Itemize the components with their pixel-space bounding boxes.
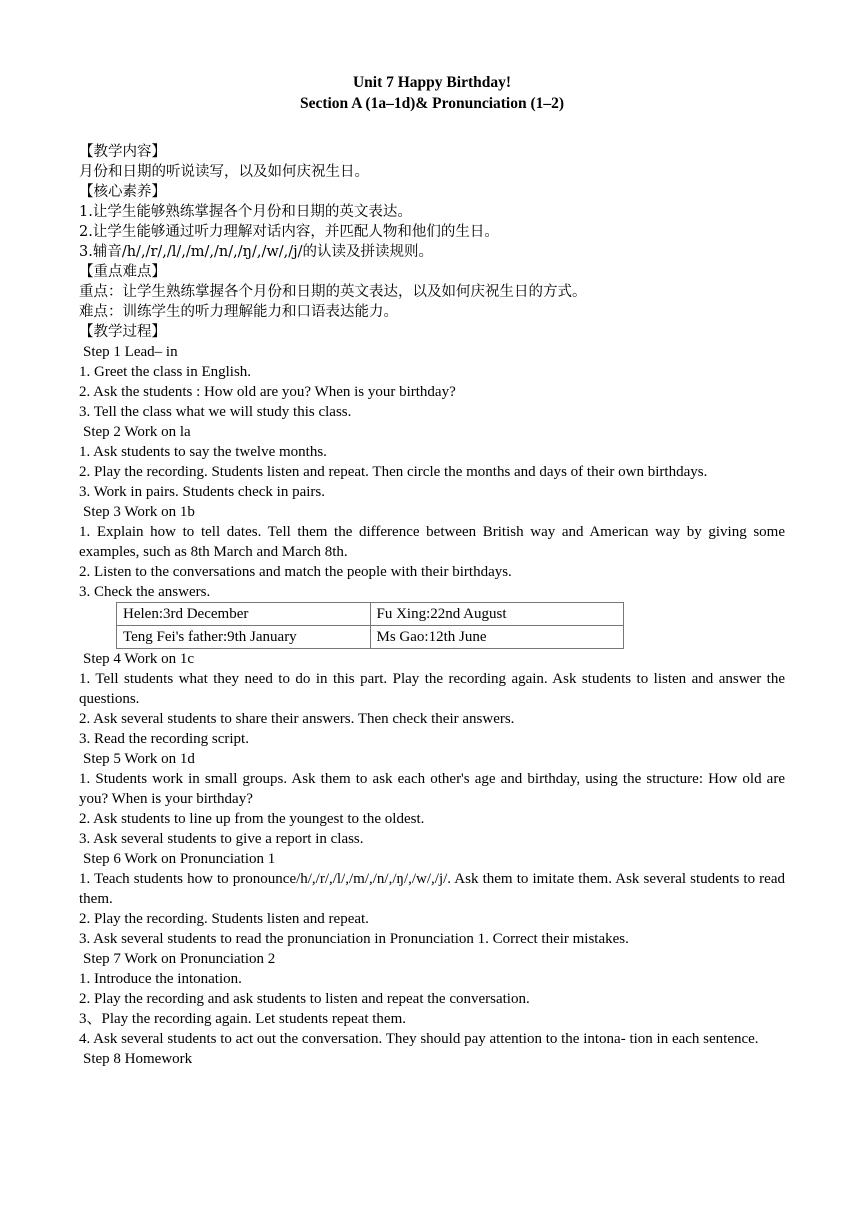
table-cell: Ms Gao:12th June bbox=[370, 626, 624, 649]
step-item: 2. Play the recording. Students listen and repeat. Then circle the months and days of their own birthdays. bbox=[79, 464, 708, 480]
keypoint-text: 重点：让学生熟练掌握各个月份和日期的英文表达，以及如何庆祝生日的方式。 bbox=[79, 284, 587, 300]
step-item: 4. Ask several students to act out the conversation. They should pay attention to the intona- tion in each sentence. bbox=[79, 1031, 759, 1047]
heading-literacy: 【核心素养】 bbox=[79, 184, 166, 200]
step-title: Step 7 Work on Pronunciation 2 bbox=[83, 951, 276, 967]
table-cell: Helen:3rd December bbox=[117, 603, 371, 626]
step-item: 3. Ask several students to read the pronunciation in Pronunciation 1. Correct their mistakes. bbox=[79, 931, 629, 947]
step-item: 1. Ask students to say the twelve months. bbox=[79, 444, 327, 460]
step-title: Step 3 Work on 1b bbox=[83, 504, 195, 520]
table-row bbox=[117, 626, 624, 649]
step-title: Step 5 Work on 1d bbox=[83, 751, 195, 767]
step-title: Step 6 Work on Pronunciation 1 bbox=[83, 851, 276, 867]
step-item: 1. Greet the class in English. bbox=[79, 364, 252, 380]
difficulty-text: 难点：训练学生的听力理解能力和口语表达能力。 bbox=[79, 304, 398, 320]
step-item: 1. Teach students how to pronounce/h/,/r/,/l/,/m/,/n/,/ŋ/,/w/,/j/. Ask them to imitate them. Ask several students to read them. bbox=[79, 871, 785, 907]
literacy-item: 3.辅音/h/,/r/,/l/,/m/,/n/,/ŋ/,/w/,/j/的认读及拼读规则。 bbox=[79, 244, 434, 260]
step-item: 2. Ask students to line up from the youngest to the oldest. bbox=[79, 811, 425, 827]
heading-content: 【教学内容】 bbox=[79, 144, 166, 160]
answers-table bbox=[116, 602, 624, 649]
table-cell: Fu Xing:22nd August bbox=[370, 603, 624, 626]
step-item: 2. Play the recording. Students listen and repeat. bbox=[79, 911, 369, 927]
table-cell: Teng Fei's father:9th January bbox=[117, 626, 371, 649]
step-title: Step 4 Work on 1c bbox=[83, 651, 195, 667]
step-item: 3、Play the recording again. Let students repeat them. bbox=[79, 1011, 406, 1027]
step-item: 1. Explain how to tell dates. Tell them the difference between British way and American way by giving some examples, such as 8th March and March 8th. bbox=[79, 524, 785, 560]
section-title: Section A (1a–1d)& Pronunciation (1–2) bbox=[299, 95, 565, 112]
step-item: 3. Read the recording script. bbox=[79, 731, 249, 747]
heading-keypoints: 【重点难点】 bbox=[79, 264, 166, 280]
step-item: 1. Introduce the intonation. bbox=[79, 971, 242, 987]
step-title: Step 1 Lead– in bbox=[83, 344, 178, 360]
content-text: 月份和日期的听说读写，以及如何庆祝生日。 bbox=[79, 164, 369, 180]
step-item: 2. Listen to the conversations and match the people with their birthdays. bbox=[79, 564, 512, 580]
step-item: 2. Ask the students : How old are you? When is your birthday? bbox=[79, 384, 456, 400]
step-title: Step 2 Work on la bbox=[83, 424, 191, 440]
step-item: 3. Work in pairs. Students check in pairs. bbox=[79, 484, 325, 500]
literacy-item: 2.让学生能够通过听力理解对话内容，并匹配人物和他们的生日。 bbox=[79, 224, 499, 240]
step-item: 2. Ask several students to share their answers. Then check their answers. bbox=[79, 711, 515, 727]
heading-process: 【教学过程】 bbox=[79, 324, 166, 340]
literacy-item: 1.让学生能够熟练掌握各个月份和日期的英文表达。 bbox=[79, 204, 412, 220]
step-item: 3. Tell the class what we will study this class. bbox=[79, 404, 352, 420]
step-item: 1. Students work in small groups. Ask them to ask each other's age and birthday, using the structure: How old are you? When is your birthday? bbox=[79, 771, 785, 807]
step-item: 3. Check the answers. bbox=[79, 584, 211, 600]
step-item: 1. Tell students what they need to do in this part. Play the recording again. Ask students to listen and answer the questions. bbox=[79, 671, 785, 707]
unit-title: Unit 7 Happy Birthday! bbox=[352, 74, 512, 91]
table-row bbox=[117, 603, 624, 626]
step-item: 3. Ask several students to give a report in class. bbox=[79, 831, 364, 847]
document-page bbox=[79, 72, 785, 1069]
step-item: 2. Play the recording and ask students to listen and repeat the conversation. bbox=[79, 991, 530, 1007]
step-title: Step 8 Homework bbox=[83, 1051, 193, 1067]
